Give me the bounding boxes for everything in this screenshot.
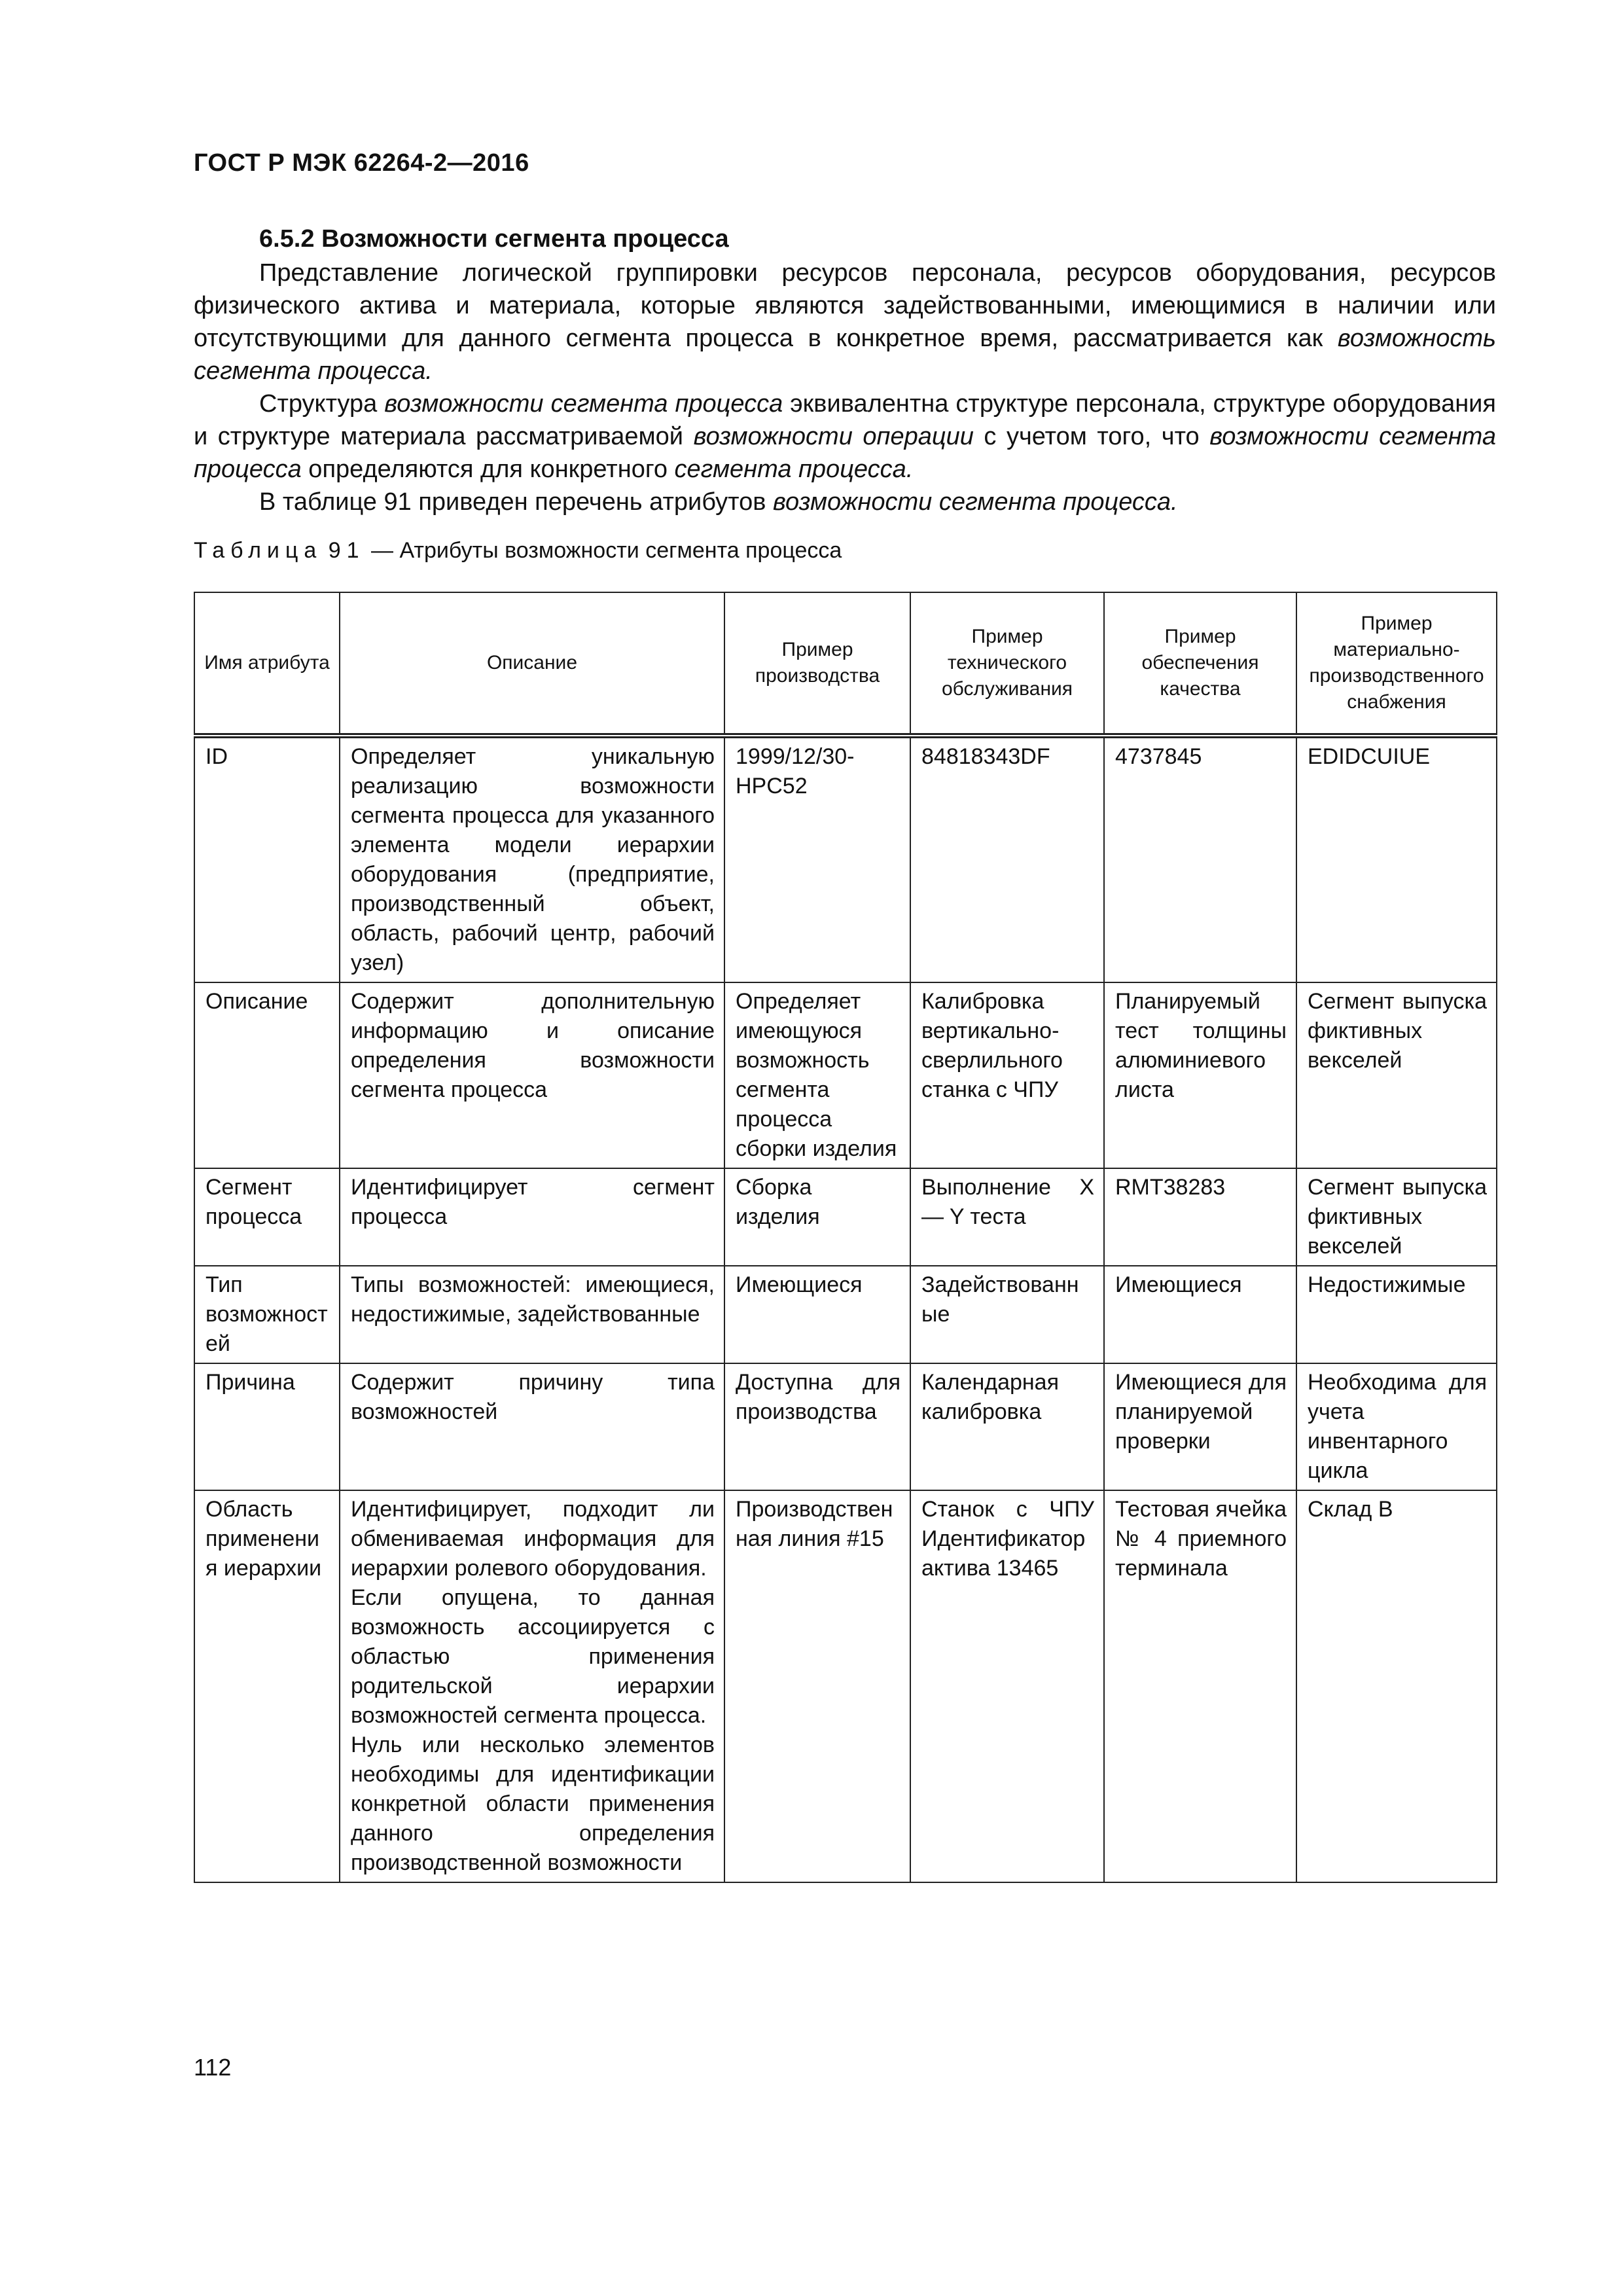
cell-maintenance: Задействованные: [910, 1266, 1104, 1363]
column-header-quality: Пример обеспечения качества: [1104, 592, 1296, 736]
italic-term: возможности сегмента процесса: [194, 423, 1496, 483]
cell-description: [340, 1168, 724, 1266]
paragraph-text: В таблице 91 приведен перечень атрибутов: [259, 488, 774, 516]
description-paragraph: Идентифицирует сегмент процесса: [351, 1175, 715, 1229]
standard-header: ГОСТ Р МЭК 62264-2—2016: [194, 149, 529, 177]
table-row: [194, 1266, 1497, 1363]
cell-maintenance: Калибровка вертикально-сверлильного станка с ЧПУ: [910, 982, 1104, 1168]
cell-description: [340, 1363, 724, 1490]
paragraph-text: с учетом того, что: [973, 423, 1210, 450]
table-body: [194, 736, 1497, 1882]
cell-description: [340, 1266, 724, 1363]
cell-inventory: Сегмент выпуска фиктивных векселей: [1296, 982, 1497, 1168]
cell-name: Причина: [194, 1363, 340, 1490]
description-paragraph: Нуль или несколько элементов необходимы для идентификации конкретной области применения данного определения производственной возможности: [351, 1732, 715, 1875]
cell-name: Область применения иерархии: [194, 1490, 340, 1882]
cell-description: [340, 1490, 724, 1882]
section-6-5-2: [194, 223, 1496, 518]
cell-maintenance: Станок с ЧПУ Идентификатор актива 13465: [910, 1490, 1104, 1882]
cell-quality: RMT38283: [1104, 1168, 1296, 1266]
table-caption: [194, 538, 842, 564]
cell-production: Доступна для производства: [724, 1363, 910, 1490]
table-row: [194, 1490, 1497, 1882]
cell-inventory: EDIDCUIUE: [1296, 736, 1497, 982]
table-row: [194, 1168, 1497, 1266]
cell-production: Определяет имеющуюся возможность сегмента процесса сборки изделия: [724, 982, 910, 1168]
cell-description: [340, 736, 724, 982]
description-paragraph: Содержит причину типа возможностей: [351, 1370, 715, 1424]
paragraph-text: определяются для конкретного: [301, 456, 675, 483]
cell-name: Тип возможностей: [194, 1266, 340, 1363]
column-header-name: Имя атрибута: [194, 592, 340, 736]
column-header-maintenance: Пример технического обслуживания: [910, 592, 1104, 736]
cell-production: Производственная линия #15: [724, 1490, 910, 1882]
italic-term: возможность сегмента процесса.: [194, 325, 1496, 385]
cell-inventory: Необходима для учета инвентарного цикла: [1296, 1363, 1497, 1490]
table-row: [194, 982, 1497, 1168]
table-caption-word: Таблица: [194, 538, 323, 563]
section-body: [194, 257, 1496, 518]
description-paragraph: Определяет уникальную реализацию возможности сегмента процесса для указанного элемента модели иерархии оборудования (предприятие, производственный объект, область, рабочий центр, рабочий узел): [351, 744, 715, 975]
description-paragraph: Содержит дополнительную информацию и описание определения возможности сегмента процесса: [351, 989, 715, 1102]
section-title: 6.5.2 Возможности сегмента процесса: [259, 225, 729, 253]
table-caption-text: — Атрибуты возможности сегмента процесса: [365, 538, 842, 563]
italic-term: сегмента процесса.: [674, 456, 914, 483]
page-number: 112: [194, 2054, 232, 2081]
italic-term: возможности сегмента процесса: [384, 390, 783, 418]
body-paragraph: [194, 486, 1496, 518]
body-paragraph: [194, 387, 1496, 486]
cell-name: Сегмент процесса: [194, 1168, 340, 1266]
cell-production: 1999/12/30-HPC52: [724, 736, 910, 982]
table-header-row: [194, 592, 1497, 736]
paragraph-text: Структура: [259, 390, 385, 418]
cell-name: Описание: [194, 982, 340, 1168]
table-row: [194, 1363, 1497, 1490]
cell-quality: Имеющиеся для планируемой проверки: [1104, 1363, 1296, 1490]
table-row: [194, 736, 1497, 982]
cell-inventory: Сегмент выпуска фиктивных векселей: [1296, 1168, 1497, 1266]
description-paragraph: Если опущена, то данная возможность ассоциируется с областью применения родительской иерархии возможностей сегмента процесса.: [351, 1585, 715, 1728]
cell-inventory: Склад B: [1296, 1490, 1497, 1882]
attributes-table: [194, 592, 1497, 1883]
cell-description: [340, 982, 724, 1168]
italic-term: возможности операции: [693, 423, 974, 450]
italic-term: возможности сегмента процесса.: [773, 488, 1178, 516]
paragraph-text: Представление логической группировки ресурсов персонала, ресурсов оборудования, ресурсов физического актива и материала, которые являются задействованными, имеющимися в наличии или отсутствующими для данного сегмента процесса в конкретное время, рассматривается как: [194, 259, 1496, 352]
cell-maintenance: 84818343DF: [910, 736, 1104, 982]
description-paragraph: Идентифицирует, подходит ли обмениваемая информация для иерархии ролевого оборудования.: [351, 1497, 715, 1581]
cell-production: Сборка изделия: [724, 1168, 910, 1266]
cell-name: ID: [194, 736, 340, 982]
body-paragraph: [194, 257, 1496, 387]
column-header-description: Описание: [340, 592, 724, 736]
column-header-production: Пример производства: [724, 592, 910, 736]
description-paragraph: Типы возможностей: имеющиеся, недостижимые, задействованные: [351, 1272, 715, 1327]
column-header-inventory: Пример материально-производственного снабжения: [1296, 592, 1497, 736]
cell-maintenance: Выполнение X — Y теста: [910, 1168, 1104, 1266]
cell-quality: Планируемый тест толщины алюминиевого листа: [1104, 982, 1296, 1168]
paragraph-text: эквивалентна структуре персонала, структуре оборудования и структуре материала рассматриваемой: [194, 390, 1496, 450]
table-caption-number: 91: [328, 538, 365, 563]
cell-quality: Тестовая ячейка № 4 приемного терминала: [1104, 1490, 1296, 1882]
cell-maintenance: Календарная калибровка: [910, 1363, 1104, 1490]
cell-production: Имеющиеся: [724, 1266, 910, 1363]
cell-inventory: Недостижимые: [1296, 1266, 1497, 1363]
cell-quality: Имеющиеся: [1104, 1266, 1296, 1363]
cell-quality: 4737845: [1104, 736, 1296, 982]
